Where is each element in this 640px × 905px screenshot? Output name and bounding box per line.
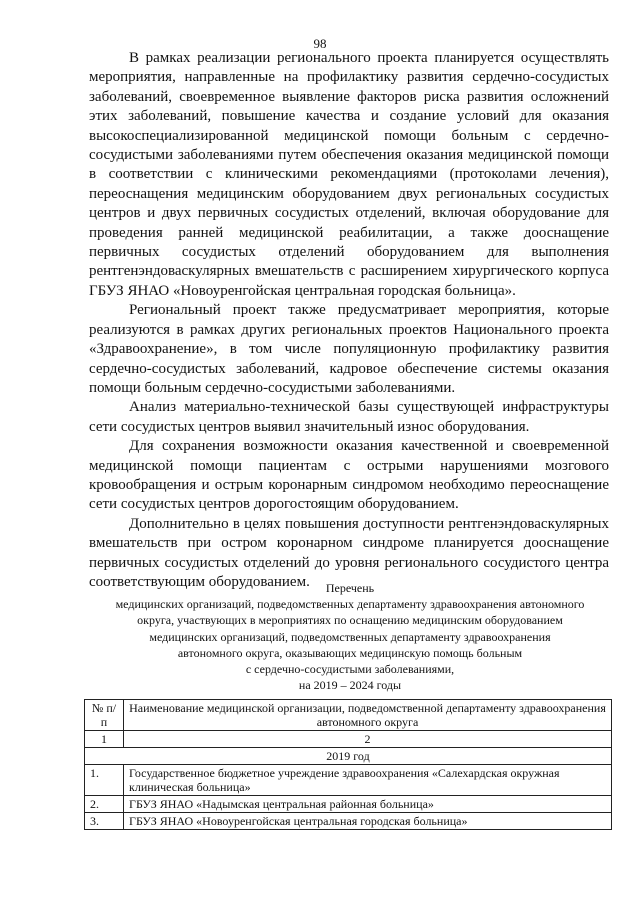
table-row — [85, 813, 612, 830]
row-num: 1. — [85, 765, 124, 796]
table-header-row — [85, 700, 612, 731]
paragraph: Для сохранения возможности оказания качественной и своевременной медицинской помощи пациентам с острыми нарушениями мозгового кровообращения и острым коронарным синдромом необходимо переоснащение сети сосудистых центров дорогостоящим оборудованием. — [89, 438, 609, 513]
list-heading-line: на 2019 – 2024 годы — [298, 678, 402, 693]
paragraph: Дополнительно в целях повышения доступности рентгенэндоваскулярных вмешательств при остром коронарном синдроме планируется дооснащение первичных сосудистых отделений до уровня регионального сосудистого центра соответствующим оборудованием. — [89, 515, 609, 590]
year-row — [85, 748, 612, 765]
list-heading-line: округа, участвующих в мероприятиях по оснащению медицинским оборудованием — [137, 613, 563, 628]
column-number: 2 — [124, 731, 612, 748]
row-name: ГБУЗ ЯНАО «Новоуренгойская центральная городская больница» — [124, 813, 612, 830]
list-heading-line: автономного округа, оказывающих медицинскую помощь больным — [177, 645, 523, 660]
header-name: Наименование медицинской организации, подведомственной департаменту здравоохранения автономного округа — [124, 700, 612, 731]
list-heading-line: медицинских организаций, подведомственных департаменту здравоохранения — [149, 629, 551, 644]
page-number: 98 — [313, 36, 327, 51]
list-heading-line: с сердечно-сосудистыми заболеваниями, — [245, 662, 455, 677]
row-num: 3. — [85, 813, 124, 830]
table-row — [85, 765, 612, 796]
list-heading — [70, 580, 630, 693]
row-num: 2. — [85, 796, 124, 813]
row-name: Государственное бюджетное учреждение здравоохранения «Салехардская окружная клиническая больница» — [124, 765, 612, 796]
row-name: ГБУЗ ЯНАО «Надымская центральная районная больница» — [124, 796, 612, 813]
column-number: 1 — [85, 731, 124, 748]
body-text — [89, 49, 609, 592]
list-heading-title: Перечень — [325, 581, 375, 595]
column-numbers-row — [85, 731, 612, 748]
year-label: 2019 год — [85, 748, 612, 765]
paragraph: Региональный проект также предусматривает мероприятия, которые реализуются в рамках других региональных проектов Национального проекта «Здравоохранение», в том числе популяционную профилактику развития сердечно-сосудистых заболеваний, кадровое обеспечение системы оказания помощи больным сердечно-сосудистыми заболеваниями. — [89, 302, 609, 396]
header-num: № п/п — [85, 700, 124, 731]
paragraph: В рамках реализации регионального проекта планируется осуществлять мероприятия, направленные на профилактику развития сердечно-сосудистых заболеваний, своевременное выявление факторов риска развития осложнений этих заболеваний, повышение качества и создание условий для оказания высокоспециализированной медицинской помощи больным с сердечно-сосудистыми заболеваниями путем обеспечения оказания медицинской помощи в соответствии с клиническими рекомендациями (протоколами лечения), переоснащения медицинским оборудованием двух региональных сосудистых центров и двух первичных сосудистых отделений, включая оборудование для проведения ранней медицинской реабилитации, а также дооснащение первичных сосудистых отделений оборудованием для выполнения рентгенэндоваскулярных вмешательств с расширением хирургического корпуса ГБУЗ ЯНАО «Новоуренгойская центральная городская больница». — [89, 50, 609, 299]
list-heading-line: медицинских организаций, подведомственных департаменту здравоохранения автономного — [115, 597, 585, 612]
organizations-table — [84, 699, 612, 830]
table-row — [85, 796, 612, 813]
paragraph: Анализ материально-технической базы существующей инфраструктуры сети сосудистых центров выявил значительный износ оборудования. — [89, 399, 609, 435]
